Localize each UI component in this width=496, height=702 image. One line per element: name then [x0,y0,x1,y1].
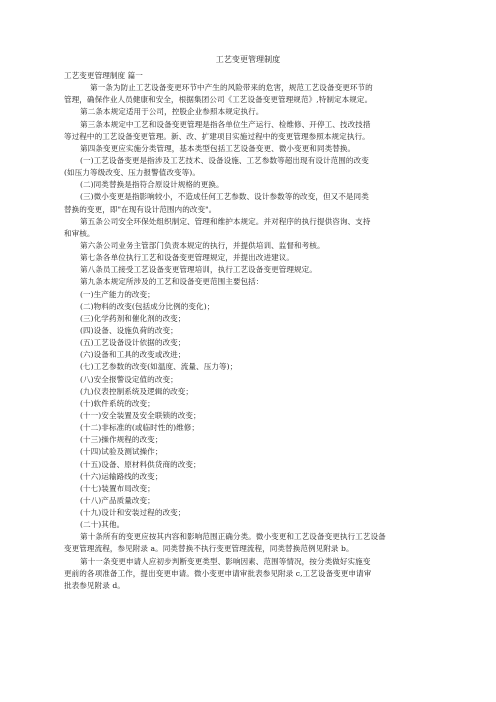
paragraph [64,313,434,325]
paragraph-line: 变更管理流程，参见附录 a。同类替换不执行变更管理流程，同类替换范例见附录 b。 [64,544,354,554]
paragraph [64,374,434,386]
paragraph-line: (十七)装置布局改变； [80,483,155,493]
document-title: 工艺变更管理制度 [215,55,281,64]
paragraph-line: 替换的变更，即"在现有设计范围内的改变"。 [64,204,217,214]
paragraph [64,519,434,531]
paragraph-line: (九)仪表控制系统及逻辑的改变； [80,386,194,396]
paragraph-line: (二)同类替换是指符合原设计规格的更换。 [80,180,224,190]
paragraph [64,556,434,592]
paragraph [64,349,434,361]
paragraph [64,471,434,483]
paragraph [64,531,434,555]
paragraph [64,191,434,215]
paragraph [64,483,434,495]
paragraph-line: (六)设备和工具的改变或改进； [80,350,186,360]
paragraph-line: 第三条本规定中工艺和设备变更管理是指各单位生产运行、检维修、开停工、技改技措 [80,119,371,129]
paragraph-line: (一)工艺设备变更是指涉及工艺技术、设备设施、工艺参数等超出现有设计范围的改变 [80,155,369,165]
paragraph-line: (一)生产能力的改变； [80,289,155,299]
paragraph [64,119,434,143]
paragraph-line: (十一)安全装置及安全联锁的改变； [80,410,201,420]
paragraph-line: (如压力等级改变、压力报警值改变等)。 [64,168,200,178]
paragraph-line: 第九条本规定所涉及的工艺和设备变更范围主要包括： [80,277,264,287]
paragraph-line: (七)工艺参数的改变(如温度、流量、压力等)； [80,362,238,372]
paragraph-line: (四)设备、设施负荷的改变； [80,325,178,335]
paragraph [64,337,434,349]
paragraph [64,264,434,276]
paragraph [64,361,434,373]
document-subtitle: 工艺变更管理制度 篇一 [64,71,143,80]
paragraph-line: 第八条员工接受工艺设备变更管理培训，执行工艺设备变更管理规定。 [80,265,317,275]
paragraph-line: 第一条为防止工艺设备变更环节中产生的风险带来的危害，规范工艺设备变更环节的 [90,83,373,93]
paragraph [64,289,434,301]
paragraph [64,106,434,118]
paragraph-line: (十六)运输路线的改变； [80,471,163,481]
paragraph [64,276,434,288]
paragraph-line: 更前的各项准备工作，提出变更申请。微小变更申请审批表参见附录 c,工艺设备变更申请审 [64,568,372,578]
paragraph-line: (十四)试验及测试操作； [80,447,163,457]
paragraph-line: (八)安全报警设定值的改变； [80,374,178,384]
paragraph [64,446,434,458]
paragraph-line: (二)物料的改变(包括成分比例的变化)； [80,301,215,311]
paragraph-line: (十)软件系统的改变； [80,398,155,408]
paragraph-line: 批表参见附录 d。 [64,580,125,590]
paragraph-line: (二十)其他。 [80,520,125,530]
paragraph [64,301,434,313]
paragraph [64,155,434,179]
paragraph-line: (十九)设计和安装过程的改变； [80,508,186,518]
paragraph [64,240,434,252]
paragraph [64,82,434,106]
paragraph-line: (十五)设备、原材料供货商的改变； [80,459,201,469]
paragraph-line: 第十一条变更申请人应初步判断变更类型、影响因素、范围等情况，按分类做好实施变 [80,556,371,566]
paragraph [64,410,434,422]
paragraph-line: (三)微小变更是指影响较小，不造成任何工艺参数、设计参数等的改变，但又不是同类 [80,192,369,202]
paragraph [64,459,434,471]
paragraph-line: 管理，确保作业人员健康和安全，根据集团公司《工艺设备变更管理规范》,特制定本规定。 [64,95,373,105]
paragraph-line: 和审核。 [64,228,95,238]
document-body [64,70,434,592]
paragraph-line: 第二条本规定适用于公司，控股企业参照本规定执行。 [80,107,264,117]
paragraph-line: (五)工艺设备设计依据的改变； [80,338,186,348]
paragraph-line: (十三)操作规程的改变； [80,435,163,445]
paragraph [64,507,434,519]
paragraph [64,252,434,264]
paragraph-line: 第五条公司安全环保处组织制定、管理和维护本规定。并对程序的执行提供咨询、支持 [80,216,371,226]
paragraph [64,325,434,337]
paragraph-line: 第六条公司业务主管部门负责本规定的执行，并提供培训、监督和考核。 [80,240,325,250]
paragraph [64,143,434,155]
paragraph-line: (十八)产品质量改变； [80,495,155,505]
paragraph [64,179,434,191]
paragraph-line: 第四条变更应实施分类管理，基本类型包括工艺设备变更、微小变更和同类替换。 [80,143,356,153]
paragraph-line: 第十条所有的变更应按其内容和影响范围正确分类。微小变更和工艺设备变更执行工艺设备 [80,532,386,542]
paragraph-line: 第七条各单位执行工艺和设备变更管理规定，并提出改进建议。 [80,253,295,263]
paragraph-line: (三)化学药剂和催化剂的改变； [80,313,186,323]
paragraph [64,398,434,410]
paragraph-line: 等过程中的工艺设备变更管理。新、改、扩建项目实施过程中的变更管理参照本规定执行。 [64,131,370,141]
paragraph [64,422,434,434]
paragraph [64,386,434,398]
paragraph [64,216,434,240]
paragraph [64,495,434,507]
paragraph-line: (十二)非标准的(或临时性的)维修； [80,423,200,433]
paragraph [64,434,434,446]
